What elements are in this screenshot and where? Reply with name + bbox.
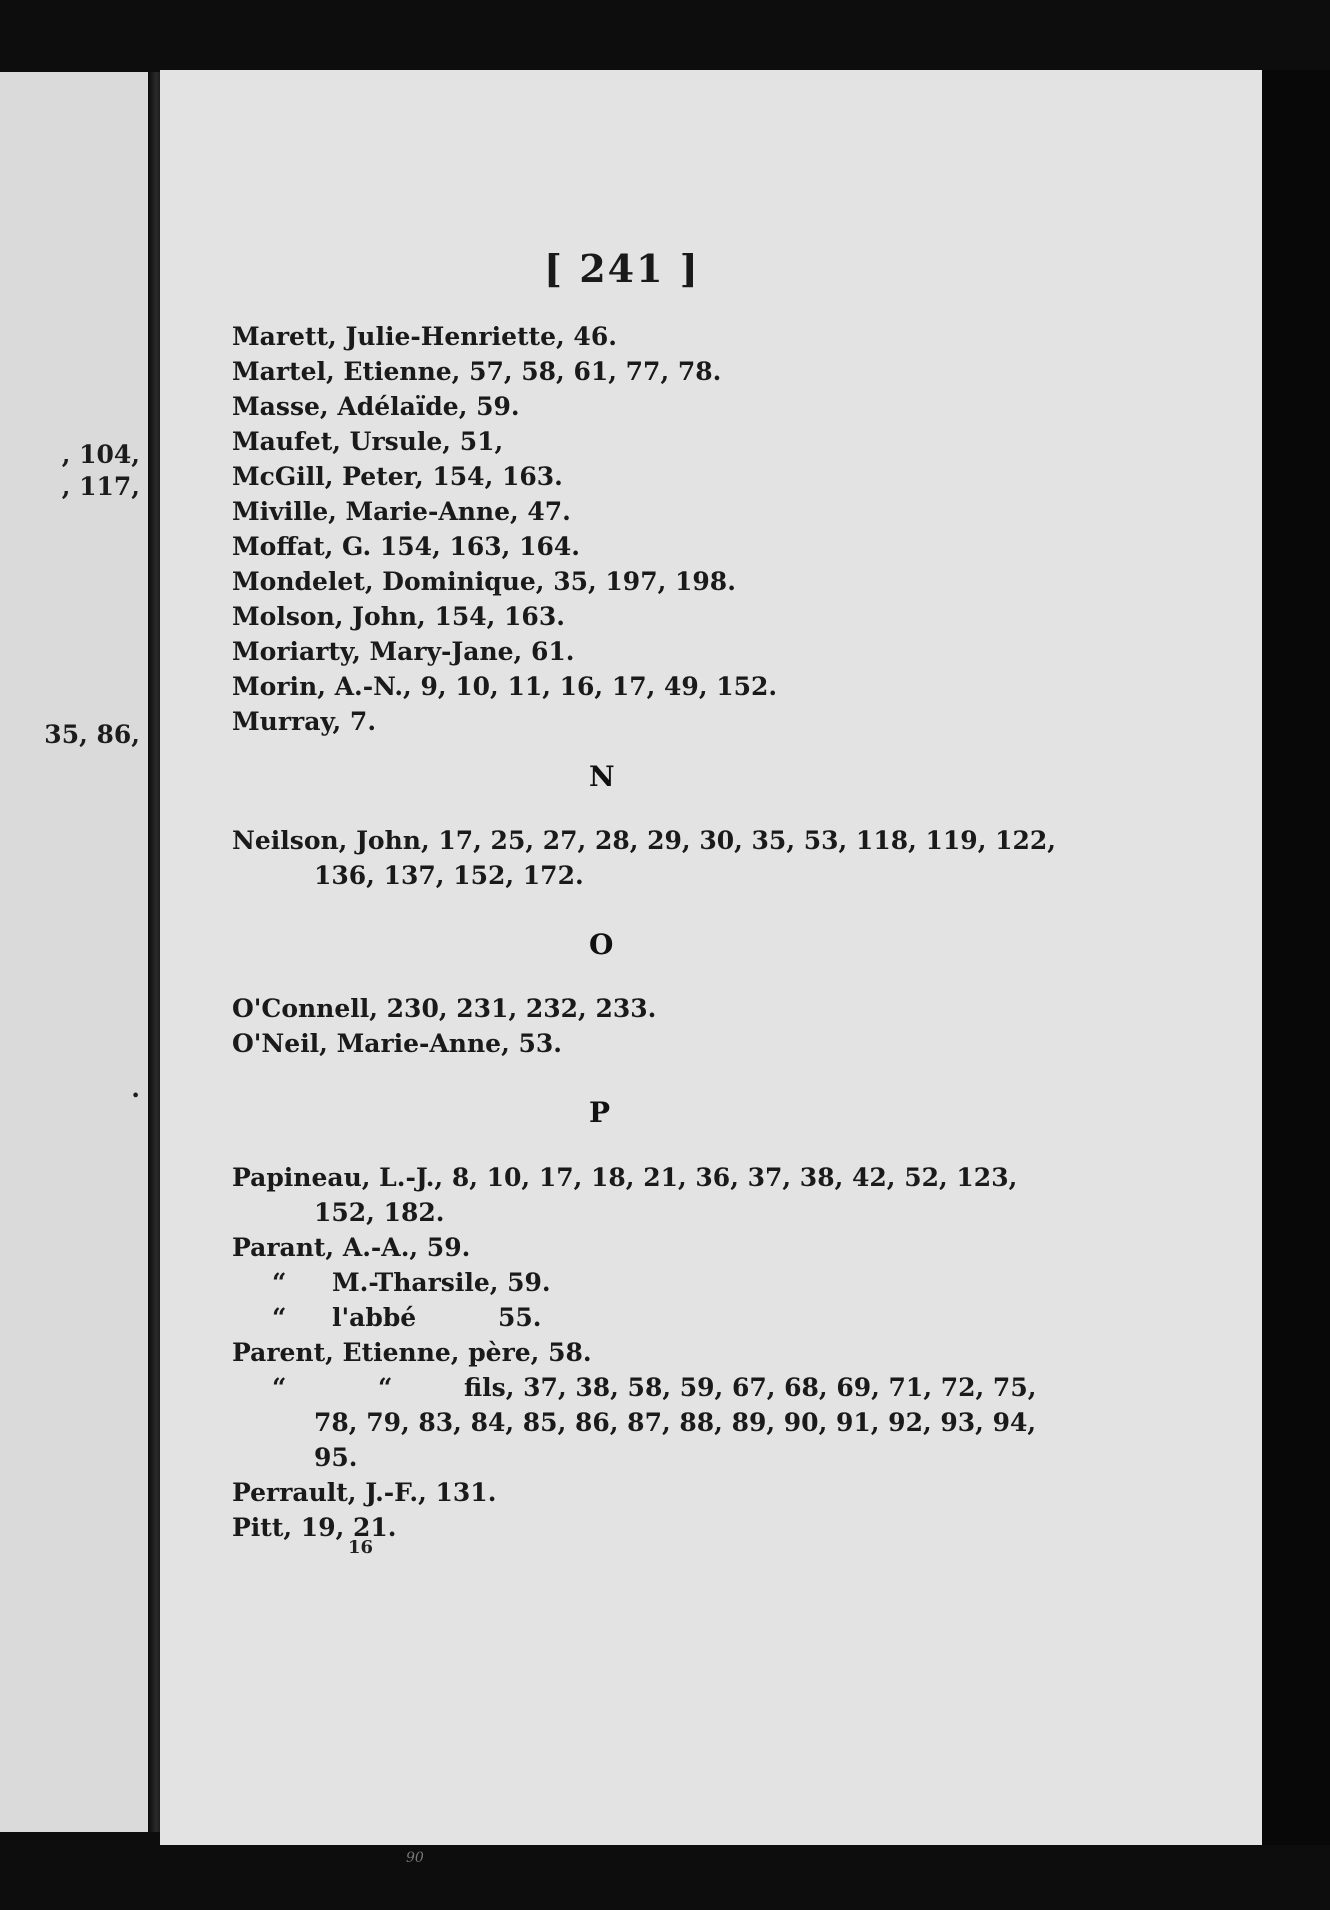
- index-page: [160, 70, 1262, 1845]
- left-fragment: 35, 86,: [44, 720, 140, 749]
- index-entry: O'Neil, Marie-Anne, 53.: [232, 1029, 562, 1058]
- left-fragment: .: [131, 1074, 140, 1103]
- index-entry-continuation: 95.: [314, 1443, 358, 1472]
- signature-mark: 16: [348, 1537, 374, 1558]
- index-entry: Neilson, John, 17, 25, 27, 28, 29, 30, 35, 53, 118, 119, 122,: [232, 826, 1056, 855]
- left-fragment: , 117,: [61, 472, 140, 501]
- index-entry: Papineau, L.-J., 8, 10, 17, 18, 21, 36, 37, 38, 42, 52, 123,: [232, 1163, 1018, 1192]
- ditto-mark: “: [272, 1268, 287, 1297]
- index-entry: M.-Tharsile, 59.: [332, 1268, 551, 1297]
- left-fragment: , 104,: [61, 440, 140, 469]
- index-entry: Miville, Marie-Anne, 47.: [232, 497, 571, 526]
- index-entry: Masse, Adélaïde, 59.: [232, 392, 520, 421]
- index-entry: Martel, Etienne, 57, 58, 61, 77, 78.: [232, 357, 722, 386]
- index-entry: Parent, Etienne, père, 58.: [232, 1338, 592, 1367]
- index-entry: Mondelet, Dominique, 35, 197, 198.: [232, 567, 736, 596]
- index-entry: Molson, John, 154, 163.: [232, 602, 565, 631]
- scan-edge: [1262, 70, 1330, 1845]
- index-entry-continuation: 78, 79, 83, 84, 85, 86, 87, 88, 89, 90, 91, 92, 93, 94,: [314, 1408, 1037, 1437]
- index-entry-continuation: 152, 182.: [314, 1198, 445, 1227]
- index-entry-continuation: 136, 137, 152, 172.: [314, 861, 584, 890]
- ditto-mark: “: [272, 1373, 287, 1402]
- index-entry: Morin, A.-N., 9, 10, 11, 16, 17, 49, 152.: [232, 672, 778, 701]
- ditto-mark: “: [272, 1303, 287, 1332]
- index-entry: McGill, Peter, 154, 163.: [232, 462, 563, 491]
- ditto-mark: “: [378, 1373, 393, 1402]
- index-entry: Perrault, J.-F., 131.: [232, 1478, 497, 1507]
- index-entry: l'abbé: [332, 1303, 417, 1332]
- index-entry: fils, 37, 38, 58, 59, 67, 68, 69, 71, 72, 75,: [464, 1373, 1037, 1402]
- left-page-edge: [0, 72, 152, 1832]
- index-entry: Maufet, Ursule, 51,: [232, 427, 504, 456]
- page-number: [ 241 ]: [544, 246, 700, 291]
- index-entry: Moriarty, Mary-Jane, 61.: [232, 637, 575, 666]
- film-frame-mark: 90: [406, 1850, 424, 1866]
- index-entry: Parant, A.-A., 59.: [232, 1233, 471, 1262]
- index-entry: O'Connell, 230, 231, 232, 233.: [232, 994, 657, 1023]
- section-heading-n: N: [589, 760, 615, 793]
- index-entry: Pitt, 19, 21.: [232, 1513, 397, 1542]
- index-entry: Marett, Julie-Henriette, 46.: [232, 322, 617, 351]
- index-entry-page: 55.: [498, 1303, 542, 1332]
- index-entry: Murray, 7.: [232, 707, 377, 736]
- index-entry: Moffat, G. 154, 163, 164.: [232, 532, 580, 561]
- section-heading-p: P: [589, 1096, 611, 1129]
- section-heading-o: O: [589, 928, 614, 961]
